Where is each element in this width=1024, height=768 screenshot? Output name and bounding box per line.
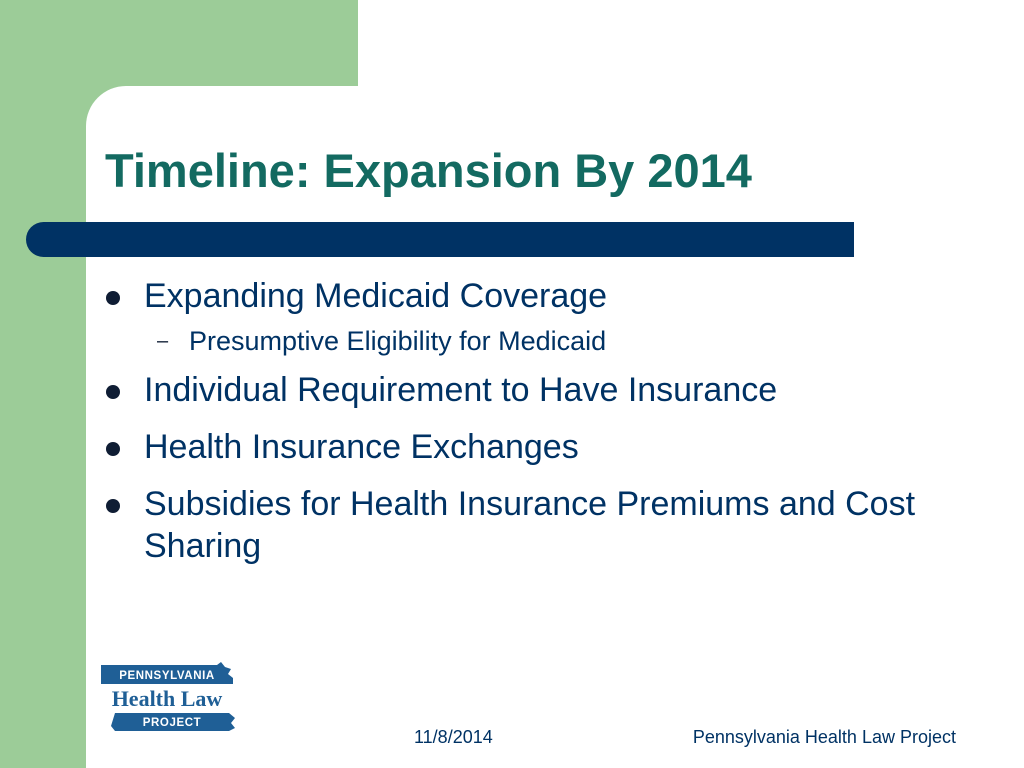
sub-bullet-list xyxy=(144,324,924,358)
bullet-item xyxy=(104,275,924,358)
bullet-item xyxy=(104,426,924,468)
sub-bullet-text: Presumptive Eligibility for Medicaid xyxy=(189,326,607,356)
footer-organization: Pennsylvania Health Law Project xyxy=(692,727,956,747)
bullet-item xyxy=(104,483,924,567)
bullet-dot-icon xyxy=(106,442,120,456)
sub-bullet-item xyxy=(144,324,924,358)
bullet-item xyxy=(104,369,924,411)
logo-line-2: Health Law xyxy=(111,686,223,711)
title-underline-bar xyxy=(26,222,854,257)
footer-date: 11/8/2014 xyxy=(414,727,493,747)
bullet-dot-icon xyxy=(106,385,120,399)
bullet-text: Health Insurance Exchanges xyxy=(144,428,579,466)
logo-line-1: PENNSYLVANIA xyxy=(119,670,215,682)
bullet-text: Expanding Medicaid Coverage xyxy=(144,277,608,315)
bullet-dot-icon xyxy=(106,291,120,305)
bullet-text: Individual Requirement to Have Insurance xyxy=(144,371,778,409)
pennsylvania-health-law-project-logo xyxy=(97,662,239,732)
dash-icon: – xyxy=(157,330,169,352)
bullet-dot-icon xyxy=(106,499,120,513)
logo-line-3: PROJECT xyxy=(142,717,202,729)
bullet-list xyxy=(104,275,924,582)
bullet-text: Subsidies for Health Insurance Premiums and Cost Sharing xyxy=(144,485,916,565)
slide-title: Timeline: Expansion By 2014 xyxy=(105,144,752,197)
